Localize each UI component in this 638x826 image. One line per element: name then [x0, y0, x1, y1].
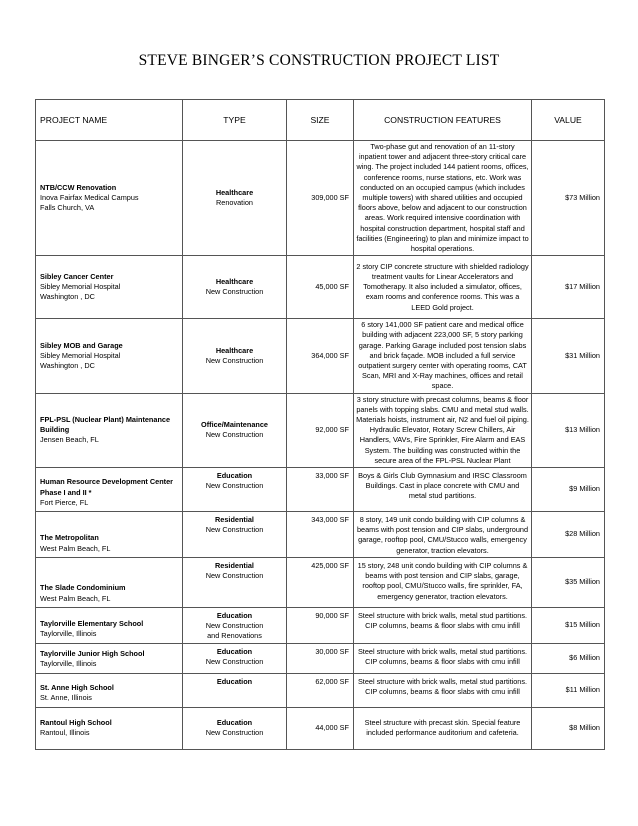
project-type-detail: Renovation [216, 198, 253, 208]
header-size: SIZE [287, 100, 354, 141]
project-location: Jensen Beach, FL [40, 435, 99, 445]
project-type-cell [183, 468, 287, 512]
document-title: STEVE BINGER’S CONSTRUCTION PROJECT LIST [138, 52, 500, 69]
project-type: Healthcare [215, 345, 254, 355]
table-row [36, 319, 605, 393]
project-location: St. Anne, Illinois [40, 693, 92, 703]
project-size: 30,000 SF [287, 643, 354, 673]
project-type-detail: New Construction [205, 355, 264, 365]
table-body [36, 141, 605, 750]
table-row [36, 557, 605, 607]
project-name-cell [36, 707, 183, 749]
project-name-cell [36, 607, 183, 643]
project-type-cell [183, 673, 287, 707]
project-size: 425,000 SF [287, 557, 354, 607]
project-name: Taylorville Junior High School [40, 649, 145, 659]
project-value: $28 Million [532, 512, 605, 558]
project-type-detail: New Construction [205, 430, 264, 440]
project-location: Washington , DC [40, 292, 95, 302]
project-type-cell [183, 256, 287, 319]
project-size: 62,000 SF [287, 673, 354, 707]
project-location: West Palm Beach, FL [40, 593, 111, 603]
project-type: Healthcare [215, 187, 254, 197]
project-name: Rantoul High School [40, 717, 112, 727]
project-features: Boys & Girls Club Gymnasium and IRSC Classroom Buildings. Cast in place concrete with CMU and metal stud partitions. [354, 468, 532, 512]
project-size: 33,000 SF [287, 468, 354, 512]
project-type: Office/Maintenance [201, 420, 268, 430]
project-value: $15 Million [532, 607, 605, 643]
project-name: NTB/CCW Renovation [40, 182, 117, 192]
project-type: Education [216, 646, 253, 656]
project-type-detail: and Renovations [207, 631, 262, 641]
project-type-detail: New Construction [205, 525, 264, 535]
project-type-detail: New Construction [205, 571, 264, 581]
project-location: West Palm Beach, FL [40, 543, 111, 553]
project-name-cell [36, 673, 183, 707]
project-size: 45,000 SF [287, 256, 354, 319]
project-name-cell [36, 557, 183, 607]
project-name-cell [36, 643, 183, 673]
table-row [36, 707, 605, 749]
project-type-cell [183, 707, 287, 749]
project-features: Steel structure with brick walls, metal stud partitions. CIP columns, beams & floor slabs with cmu infill [354, 643, 532, 673]
table-row [36, 256, 605, 319]
project-features: Steel structure with brick walls, metal stud partitions. CIP columns, beams & floor slabs with cmu infill [354, 607, 532, 643]
project-name: St. Anne High School [40, 683, 114, 693]
project-type: Education [216, 676, 253, 686]
project-location: Rantoul, Illinois [40, 728, 90, 737]
project-type-detail: New Construction [205, 621, 264, 631]
table-row [36, 141, 605, 256]
header-project-name: PROJECT NAME [36, 100, 183, 141]
project-type-cell [183, 557, 287, 607]
project-name-cell [36, 512, 183, 558]
project-location: Sibley Memorial Hospital [40, 350, 121, 360]
table-row [36, 673, 605, 707]
table-row [36, 468, 605, 512]
project-value: $6 Million [532, 643, 605, 673]
table-row [36, 607, 605, 643]
project-name: The Metropolitan [40, 533, 99, 543]
project-location: Fort Pierce, FL [40, 497, 89, 507]
project-name-cell [36, 319, 183, 393]
project-type-cell [183, 393, 287, 467]
project-type-cell [183, 643, 287, 673]
project-name: Taylorville Elementary School [40, 619, 144, 629]
project-size: 364,000 SF [287, 319, 354, 393]
project-value: $73 Million [532, 141, 605, 256]
project-size: 343,000 SF [287, 512, 354, 558]
header-type: TYPE [183, 100, 287, 141]
project-name: The Slade Condominium [40, 583, 126, 593]
table-row [36, 393, 605, 467]
header-value: VALUE [532, 100, 605, 141]
project-value: $11 Million [532, 673, 605, 707]
project-type: Healthcare [215, 277, 254, 287]
project-features: 3 story structure with precast columns, beams & floor panels with topping slabs. CMU and metal stud walls. Materials hoists, instrument air, N2 and fuel oil piping. Hydraulic Elevator, Rotary Screw Chillers, Air Handlers, VAVs, Fire Sprinkler, Fire Alarm and EAS System. The building was constructed within the secure area of the FPL-PSL Nuclear Plant [354, 393, 532, 467]
project-table [35, 99, 605, 750]
project-value: $9 Million [532, 468, 605, 512]
project-features: 8 story, 149 unit condo building with CIP columns & beams with post tension and CIP slabs, underground garage, rooftop pool, CMU/Stucco walls, emergency generator, traction elevators. [354, 512, 532, 558]
project-type: Education [216, 610, 253, 620]
project-type-cell [183, 512, 287, 558]
project-location: Taylorville, Illinois [40, 629, 97, 639]
project-type: Education [216, 471, 253, 481]
project-features: 6 story 141,000 SF patient care and medical office building with adjacent 223,000 SF, 5 story parking garage. Parking Garage included post tension slabs and brick façade. MOB included a full service outpatient surgery center with operating rooms, CAT Scan, MRI and X-Ray machines, offices and retail space. [354, 319, 532, 393]
header-construction-features: CONSTRUCTION FEATURES [354, 100, 532, 141]
project-type-detail: New Construction [205, 287, 264, 297]
project-type-detail: New Construction [205, 656, 264, 666]
project-features: 15 story, 248 unit condo building with CIP columns & beams with post tension and CIP slabs, garage, rooftop pool, CMU/Stucco walls, fire sprinkler, FA, emergency generator, traction elevators. [354, 557, 532, 607]
project-type: Residential [215, 560, 254, 570]
project-value: $13 Million [532, 393, 605, 467]
table-row [36, 643, 605, 673]
project-type: Residential [215, 515, 254, 525]
project-size: 92,000 SF [287, 393, 354, 467]
project-value: $31 Million [532, 319, 605, 393]
project-name: FPL-PSL (Nuclear Plant) Maintenance Building [40, 415, 171, 435]
project-type-cell [183, 319, 287, 393]
project-size: 309,000 SF [287, 141, 354, 256]
project-name-cell [36, 393, 183, 467]
project-location: Taylorville, Illinois [40, 659, 97, 669]
project-name-cell [36, 256, 183, 319]
project-location: Sibley Memorial Hospital [40, 282, 121, 292]
project-type-cell [183, 607, 287, 643]
project-value: $17 Million [532, 256, 605, 319]
table-row [36, 512, 605, 558]
project-value: $8 Million [532, 707, 605, 749]
project-location: Washington , DC [40, 361, 95, 371]
project-value: $35 Million [532, 557, 605, 607]
project-type: Education [216, 717, 253, 727]
project-size: 90,000 SF [287, 607, 354, 643]
project-location: Falls Church, VA [40, 203, 95, 213]
project-name: Sibley Cancer Center [40, 271, 114, 281]
project-features: Steel structure with precast skin. Special feature included performance auditorium and cafeteria. [354, 707, 532, 749]
project-name: Human Resource Development Center Phase I and II * [40, 477, 174, 497]
project-size: 44,000 SF [287, 707, 354, 749]
project-type-detail: New Construction [205, 481, 264, 491]
project-name-cell [36, 468, 183, 512]
project-type-cell [183, 141, 287, 256]
project-type-detail: New Construction [205, 728, 264, 737]
table-header-row [36, 100, 605, 141]
project-features: Two-phase gut and renovation of an 11-story inpatient tower and adjacent three-story critical care wing. The project included 144 patient rooms, offices, conference rooms, nurse stations, etc. Work was conducted on an occupied campus (which includes multiple towers) with shared utilities and occupied floors above, below and adjacent to our construction areas. Work required intensive coordination with hospital construction department, hospital staff and facilities (Engineering) to plan and minimize impact to hospital operations. [354, 141, 532, 256]
project-features: Steel structure with brick walls, metal stud partitions. CIP columns, beams & floor slabs with cmu infill [354, 673, 532, 707]
project-features: 2 story CIP concrete structure with shielded radiology treatment vaults for Linear Accelerators and Tomotherapy. It also included a simulator, offices, exam rooms and conference rooms. This was a LEED Gold project. [354, 256, 532, 319]
project-location: Inova Fairfax Medical Campus [40, 193, 139, 203]
project-name-cell [36, 141, 183, 256]
project-name: Sibley MOB and Garage [40, 340, 123, 350]
